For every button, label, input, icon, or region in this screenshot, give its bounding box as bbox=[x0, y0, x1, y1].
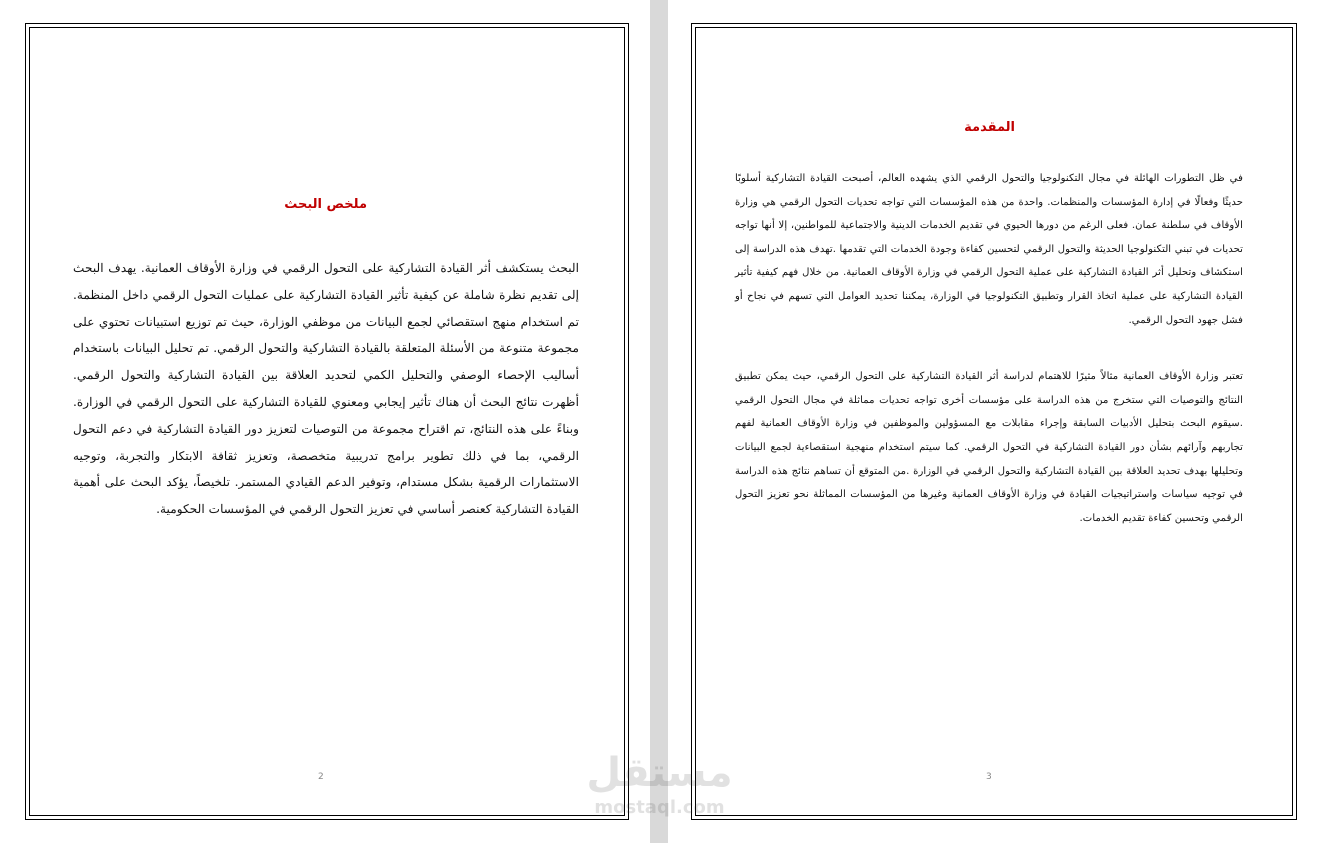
page-2 bbox=[0, 0, 650, 843]
introduction-paragraph-2: تعتبر وزارة الأوقاف العمانية مثالاً مثيرًا للاهتمام لدراسة أثر القيادة التشاركية على التحول الرقمي، حيث يمكن تطبيق النتائج والتوصيات التي ستخرج من هذه الدراسة على مؤسسات أخرى تواجه تحديات مماثلة في مجال التحول الرقمي .سيقوم البحث بتحليل الأدبيات السابقة وإجراء مقابلات مع المسؤولين والموظفين في وزارة الأوقاف العمانية لفهم تجاربهم وآرائهم بشأن دور القيادة التشاركية في التحول الرقمي. كما سيتم استخدام منهجية استقصاءية لجمع البيانات وتحليلها بهدف تحديد العلاقة بين القيادة التشاركية والتحول الرقمي في الوزارة .من المتوقع أن تساهم نتائج هذه الدراسة في توجيه سياسات واستراتيجيات القيادة في وزارة الأوقاف العمانية وغيرها من المؤسسات المماثلة نحو تعزيز التحول الرقمي وتحسين كفاءة تقديم الخدمات. bbox=[735, 371, 1243, 524]
introduction-heading: المقدمة bbox=[964, 120, 1015, 135]
abstract-heading: ملخص البحث bbox=[284, 197, 367, 212]
page-gutter bbox=[650, 0, 668, 843]
page-3 bbox=[668, 0, 1317, 843]
abstract-paragraph: البحث يستكشف أثر القيادة التشاركية على التحول الرقمي في وزارة الأوقاف العمانية. يهدف البحث إلى تقديم نظرة شاملة عن كيفية تأثير القيادة التشاركية على عمليات التحول الرقمي داخل المنظمة. تم استخدام منهج استقصائي لجمع البيانات من موظفي الوزارة، حيث تم توزيع استبيانات تحتوي على مجموعة متنوعة من الأسئلة المتعلقة بالقيادة التشاركية والتحول الرقمي. تم تحليل البيانات باستخدام أساليب الإحصاء الوصفي والتحليل الكمي لتحديد العلاقة بين القيادة التشاركية والتحول الرقمي. أظهرت نتائج البحث أن هناك تأثير إيجابي ومعنوي للقيادة التشاركية على التحول الرقمي في الوزارة. وبناءً على هذه النتائج، تم اقتراح مجموعة من التوصيات لتعزيز دور القيادة التشاركية في دعم التحول الرقمي، بما في ذلك تطوير برامج تدريبية متخصصة، وتعزيز ثقافة الابتكار والتجربة، وتوجيه الاستثمارات الرقمية بشكل مستدام، وتوفير الدعم القيادي المستمر. تلخيصاً، يؤكد البحث على أهمية القيادة التشاركية كعنصر أساسي في تعزيز التحول الرقمي في المؤسسات الحكومية. bbox=[73, 261, 579, 517]
page-number: 2 bbox=[318, 772, 324, 782]
introduction-paragraph-1: في ظل التطورات الهائلة في مجال التكنولوجيا والتحول الرقمي الذي يشهده العالم، أصبحت القيادة التشاركية أسلوبًا حديثًا وفعالًا في إدارة المؤسسات والمنظمات. واحدة من هذه المؤسسات التي تواجه تحديات التحول الرقمي هي وزارة الأوقاف في سلطنة عمان. فعلى الرغم من دورها الحيوي في تقديم الخدمات الدينية والاجتماعية للمواطنين، إلا أنها تواجه تحديات في تبني التكنولوجيا الحديثة والتحول الرقمي لتحسين كفاءة وجودة الخدمات التي تقدمها .تهدف هذه الدراسة إلى استكشاف وتحليل أثر القيادة التشاركية على عملية التحول الرقمي في وزارة الأوقاف العمانية. من خلال فهم كيفية تأثير القيادة التشاركية على عملية اتخاذ القرار وتطبيق التكنولوجيا في الوزارة، يمكننا تحديد العوامل التي تسهم في نجاح أو فشل جهود التحول الرقمي. bbox=[735, 173, 1243, 326]
introduction-body bbox=[735, 167, 1243, 563]
abstract-body bbox=[73, 255, 579, 523]
page-number: 3 bbox=[986, 772, 992, 782]
